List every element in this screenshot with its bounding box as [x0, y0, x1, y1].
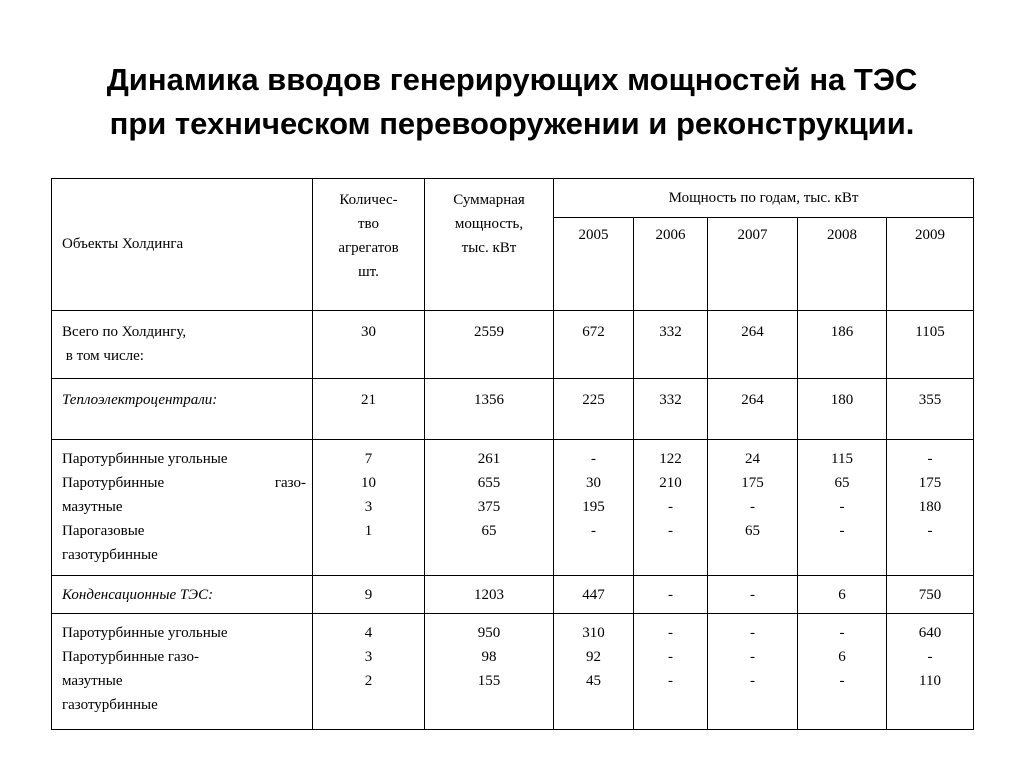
row-name — [52, 614, 313, 730]
cell-count: 21 — [313, 379, 425, 440]
cell-value: - — [927, 451, 933, 467]
cell-value: 98 — [481, 649, 497, 665]
cell-value: 24 — [745, 451, 760, 467]
cell-value: 640 — [918, 625, 942, 641]
cell-value: 4 — [364, 625, 373, 641]
cell-value: 310 — [582, 625, 605, 641]
cell-value: - — [591, 523, 596, 539]
cell-value: - — [927, 523, 933, 539]
cell-value: 2 — [364, 673, 373, 689]
row-name — [52, 440, 313, 576]
row-name: Конденсационные ТЭС: — [52, 576, 313, 614]
cell-year: 264 — [708, 311, 798, 379]
cell-sum: 1203 — [425, 576, 554, 614]
cell-year: 264 — [708, 379, 798, 440]
row-name-line: Паротурбинные угольные — [62, 451, 228, 467]
cell-year — [554, 614, 634, 730]
cell-year — [708, 440, 798, 576]
cell-year: 332 — [634, 311, 708, 379]
cell-year: 1105 — [887, 311, 974, 379]
cell-value: - — [927, 649, 933, 665]
table-row-kes-breakdown — [52, 614, 974, 730]
cell-value: 375 — [477, 499, 501, 515]
table-row-tec-breakdown — [52, 440, 974, 576]
cell-value: 45 — [586, 673, 601, 689]
cell-value: - — [591, 451, 596, 467]
row-name-line: Парогазовые — [62, 523, 145, 539]
header-count-line: шт. — [358, 264, 379, 280]
header-count — [313, 179, 425, 311]
cell-value: - — [750, 625, 755, 641]
page-title — [0, 58, 1024, 146]
cell-value: - — [839, 499, 845, 515]
cell-value: 1 — [364, 523, 373, 539]
cell-count: 30 — [313, 311, 425, 379]
cell-count — [313, 614, 425, 730]
header-year: 2007 — [708, 218, 798, 311]
cell-value: 180 — [918, 499, 942, 515]
cell-value: 30 — [586, 475, 601, 491]
cell-year: 180 — [798, 379, 887, 440]
cell-year — [887, 614, 974, 730]
row-name-line: газотурбинные — [62, 697, 158, 713]
header-total-power-line: тыс. кВт — [461, 240, 517, 256]
row-name-line: Паротурбинные газо- — [62, 649, 199, 665]
cell-value: - — [839, 673, 845, 689]
cell-year — [708, 614, 798, 730]
cell-value: 210 — [659, 475, 682, 491]
capacity-table — [51, 178, 974, 730]
cell-value: 115 — [831, 451, 853, 467]
cell-year: 750 — [887, 576, 974, 614]
cell-year: 447 — [554, 576, 634, 614]
table-row-tec — [52, 379, 974, 440]
cell-value: 122 — [659, 451, 682, 467]
row-name-line: мазутные — [62, 673, 123, 689]
row-name-line: газотурбинные — [62, 547, 158, 563]
header-year: 2008 — [798, 218, 887, 311]
header-total-power-line: мощность, — [454, 216, 524, 232]
cell-count: 9 — [313, 576, 425, 614]
header-count-line: тво — [357, 216, 380, 232]
cell-year: 186 — [798, 311, 887, 379]
title-line-1: Динамика вводов генерирующих мощностей на ТЭС — [106, 62, 918, 97]
cell-sum — [425, 614, 554, 730]
row-name-line — [62, 471, 306, 495]
header-row-1 — [52, 179, 974, 218]
cell-value: 3 — [364, 499, 373, 515]
header-objects: Объекты Холдинга — [52, 179, 313, 311]
cell-year: 332 — [634, 379, 708, 440]
cell-value: - — [668, 499, 673, 515]
row-name: Теплоэлектроцентрали: — [52, 379, 313, 440]
cell-year — [554, 440, 634, 576]
cell-year: - — [634, 576, 708, 614]
cell-value: 195 — [582, 499, 605, 515]
table-row-kes — [52, 576, 974, 614]
cell-year — [887, 440, 974, 576]
header-count-line: Количес- — [339, 192, 398, 208]
cell-year: 355 — [887, 379, 974, 440]
header-year: 2009 — [887, 218, 974, 311]
table-row-total — [52, 311, 974, 379]
header-total-power-line: Суммарная — [453, 192, 525, 208]
cell-count — [313, 440, 425, 576]
cell-value: 6 — [838, 649, 846, 665]
cell-value: - — [750, 673, 755, 689]
header-count-line: агрегатов — [338, 240, 399, 256]
cell-value: 65 — [834, 475, 850, 491]
cell-value: - — [750, 649, 755, 665]
cell-value: 7 — [364, 451, 373, 467]
cell-value: 155 — [477, 673, 501, 689]
cell-year: 225 — [554, 379, 634, 440]
cell-value: 950 — [477, 625, 501, 641]
cell-value: 175 — [918, 475, 942, 491]
header-year: 2006 — [634, 218, 708, 311]
cell-year: 6 — [798, 576, 887, 614]
cell-value: 65 — [745, 523, 760, 539]
row-name — [52, 311, 313, 379]
cell-value: 655 — [477, 475, 501, 491]
cell-value: 65 — [481, 523, 497, 539]
cell-value: - — [668, 649, 673, 665]
cell-year — [634, 440, 708, 576]
row-name-line: мазутные — [62, 499, 123, 515]
cell-value: - — [839, 523, 845, 539]
cell-value: 175 — [741, 475, 764, 491]
cell-value: - — [668, 625, 673, 641]
header-year: 2005 — [554, 218, 634, 311]
cell-year: 672 — [554, 311, 634, 379]
cell-value: 92 — [586, 649, 601, 665]
cell-year: - — [708, 576, 798, 614]
cell-value: 10 — [361, 475, 376, 491]
row-name-line: в том числе: — [62, 348, 144, 364]
cell-sum — [425, 440, 554, 576]
cell-sum: 1356 — [425, 379, 554, 440]
row-name-part: газо- — [274, 475, 306, 491]
cell-year — [798, 440, 887, 576]
cell-value: 261 — [477, 451, 501, 467]
cell-value: - — [839, 625, 845, 641]
cell-value: - — [750, 499, 755, 515]
row-name-part: Паротурбинные — [62, 475, 165, 491]
cell-value: 110 — [919, 673, 941, 689]
cell-value: 3 — [364, 649, 373, 665]
cell-year — [634, 614, 708, 730]
cell-sum: 2559 — [425, 311, 554, 379]
title-line-2: при техническом перевооружении и реконструкции. — [109, 106, 915, 141]
row-name-line: Всего по Холдингу, — [62, 324, 187, 340]
cell-value: - — [668, 523, 673, 539]
row-name-line: Паротурбинные угольные — [62, 625, 228, 641]
header-total-power — [425, 179, 554, 311]
cell-year — [798, 614, 887, 730]
cell-value: - — [668, 673, 673, 689]
header-power-by-year: Мощность по годам, тыс. кВт — [554, 179, 974, 218]
